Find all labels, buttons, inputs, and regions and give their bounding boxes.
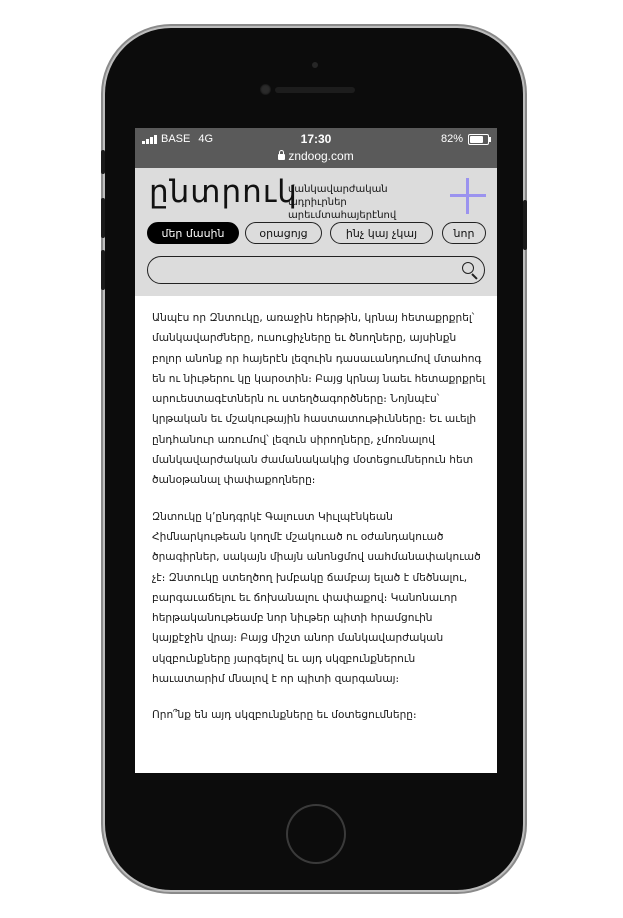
carrier-name: BASE bbox=[161, 133, 191, 145]
mute-switch bbox=[101, 150, 105, 174]
search-icon[interactable] bbox=[462, 262, 474, 274]
tagline-line: մանկավարժական ադրիւրներ bbox=[288, 184, 388, 208]
search-input[interactable] bbox=[158, 261, 452, 281]
clock: 17:30 bbox=[300, 132, 332, 146]
article-paragraph: Անպէս որ Զնտուկը, առաջին հերթին, կրնայ հետաքրքրել՝ մանկավարժները, ուսուցիչները եւ ծնողները, այսինքն բոլոր անոնք որ հայերէն լեզուին դասաւանդումով մտահոգ են ու նիւթերու կը կարօտին։ Բայց կրնայ նաեւ հետաքրքրել արուեստագէտներն ու ստեղծագործները։ Նոյնպէս՝ կրթական եւ մշակութային հաստատութիւնները։ Եւ աւելի ընդհանուր առումով՝ լեզուն սիրողները, չմոռնալով մանկավարժական ժամանակակից մօտեցումներուն հետ ծանօթանալ փափաքողները։ bbox=[152, 312, 486, 487]
lock-icon bbox=[278, 154, 285, 160]
phone-screen bbox=[135, 128, 497, 773]
power-button bbox=[523, 200, 527, 250]
article-paragraph: Որո՞նք են այդ սկզբունքները եւ մօտեցումները։ bbox=[152, 709, 417, 722]
site-logo[interactable]: ընտրուկ bbox=[149, 174, 298, 210]
battery-icon bbox=[468, 134, 489, 145]
address-bar[interactable] bbox=[135, 149, 497, 163]
plus-icon[interactable] bbox=[450, 178, 486, 214]
tab-new[interactable]: նոր bbox=[442, 222, 486, 244]
url-text: zndoog.com bbox=[288, 149, 354, 163]
status-bar bbox=[135, 128, 497, 168]
home-button[interactable] bbox=[288, 806, 344, 862]
tab-about[interactable]: մեր մասին bbox=[147, 222, 239, 244]
tab-calendar[interactable]: օրացոյց bbox=[245, 222, 322, 244]
tagline-line: արեւմտահայերէնով bbox=[288, 210, 397, 221]
front-sensor bbox=[312, 62, 318, 68]
battery-percent: 82% bbox=[440, 133, 463, 145]
network-type: 4G bbox=[198, 133, 214, 145]
nav-tabs bbox=[147, 222, 497, 248]
article-paragraph: Զնտուկը կ՚ընդգրկէ Գալուստ Կիւլպէնկեան Հիմնարկութեան կողմէ մշակուած ու օժանդակուած ծրագիրներ, սակայն միայն անոնցմով սահմանափակուած չէ։ Զնտուկը ստեղծող խմբակը ճամբայ ելած է մեծնալու, բարգաւաճելու եւ ճոխանալու փափաքով։ Կանոնաւոր հերթականութեամբ նոր նիւթեր պիտի հրամցուին կայքէջին վրայ։ Բայց միշտ անոր մանկավարժական սկզբունքները յարգելով եւ այդ սկզբունքներուն հաւատարիմ մնալով է որ պիտի զարգանայ։ bbox=[152, 510, 481, 686]
tab-whats-available[interactable]: ինչ կայ չկայ bbox=[330, 222, 433, 244]
article-body bbox=[152, 308, 486, 742]
earpiece-speaker bbox=[275, 87, 355, 93]
site-header bbox=[135, 168, 497, 296]
search-bar bbox=[147, 256, 485, 284]
site-tagline bbox=[288, 183, 448, 222]
battery-info bbox=[441, 133, 489, 145]
volume-down-button bbox=[101, 250, 105, 290]
volume-up-button bbox=[101, 198, 105, 238]
front-camera bbox=[260, 84, 271, 95]
